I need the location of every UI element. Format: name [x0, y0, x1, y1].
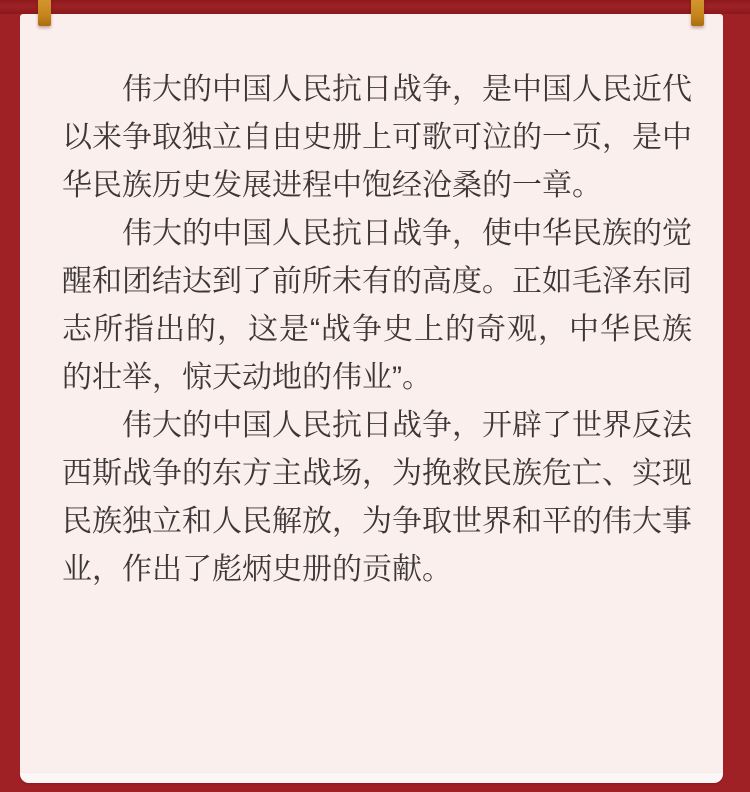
- quote-paragraph-1: 伟大的中国人民抗日战争，是中国人民近代以来争取独立自由史册上可歌可泣的一页，是中华民族历史发展进程中饱经沧桑的一章。: [62, 73, 692, 202]
- ribbon-pin-left-icon: [38, 0, 51, 26]
- ribbon-pin-right-icon: [691, 0, 704, 26]
- card-bottom-edge: [20, 773, 723, 783]
- quote-paragraph-3: 伟大的中国人民抗日战争，开辟了世界反法西斯战争的东方主战场，为挽救民族危亡、实现民族独立和人民解放，为争取世界和平的伟大事业，作出了彪炳史册的贡献。: [62, 409, 692, 586]
- top-red-bar: [0, 0, 750, 14]
- quote-card: [20, 14, 723, 773]
- quote-paragraph-2: 伟大的中国人民抗日战争，使中华民族的觉醒和团结达到了前所未有的高度。正如毛泽东同志所指出的，这是“战争史上的奇观，中华民族的壮举，惊天动地的伟业”。: [62, 217, 692, 394]
- quote-body: [62, 66, 692, 594]
